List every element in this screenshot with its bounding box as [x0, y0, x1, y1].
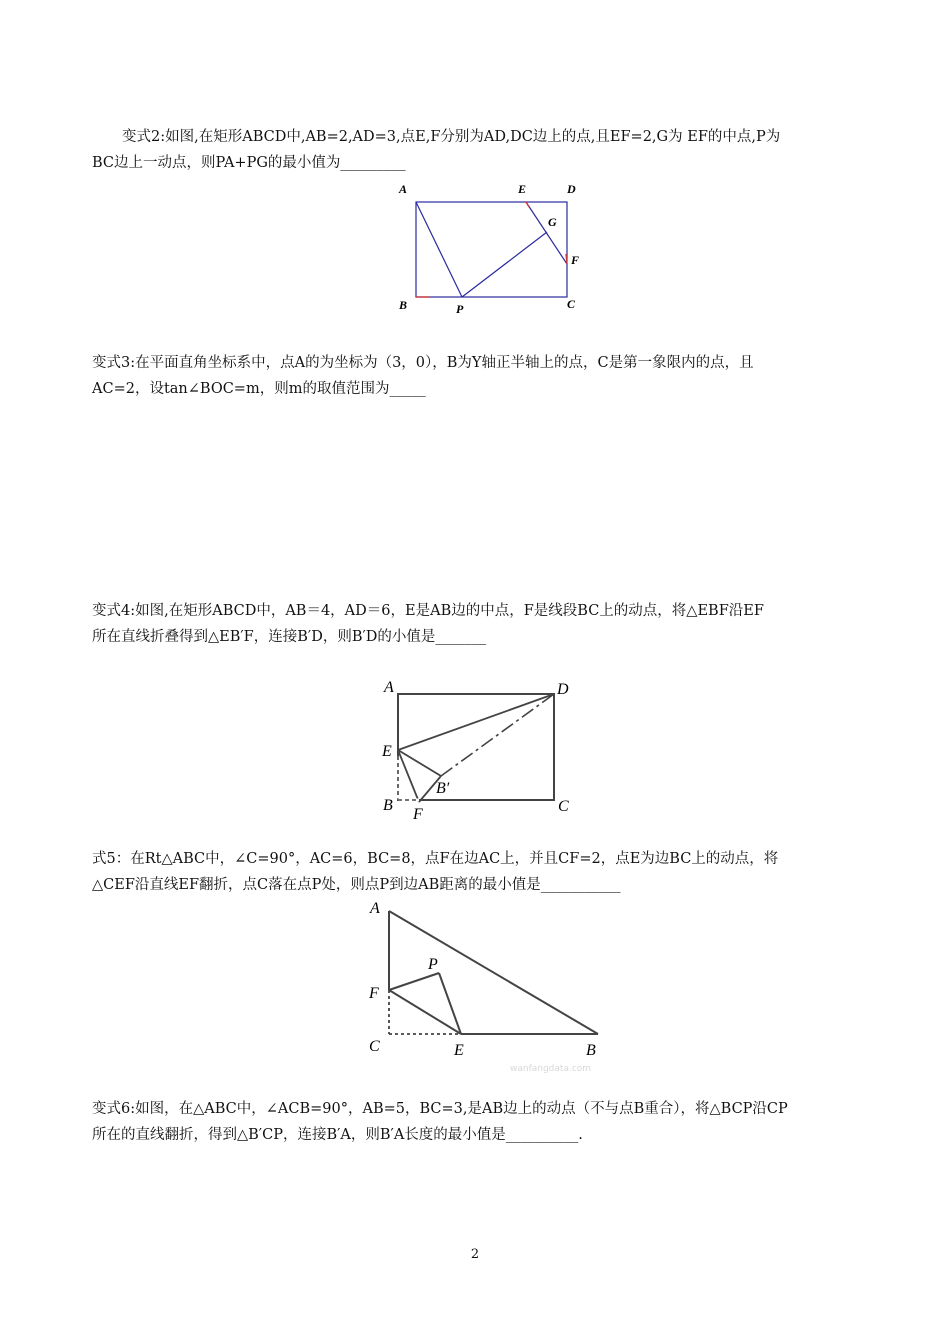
problem-6 — [92, 1096, 862, 1148]
problem-5-line1: 式5：在Rt△ABC中，∠C=90°，AC=6，BC=8，点F在边AC上，并且CF=2，点E为边BC上的动点，将 — [92, 851, 779, 867]
problem-4-line1: 变式4:如图,在矩形ABCD中，AB＝4，AD＝6，E是AB边的中点，F是线段BC上的动点，将△EBF沿EF — [92, 603, 764, 619]
problem-5 — [92, 846, 862, 898]
figure-fold-rectangle — [370, 672, 590, 824]
label-a: A — [399, 182, 408, 196]
problem-3-line2: AC=2，设tan∠BOC=m，则m的取值范围为_____ — [92, 381, 426, 397]
label-e: E — [454, 1042, 464, 1059]
label-c: C — [558, 798, 569, 815]
problem-3-line1: 变式3:在平面直角坐标系中，点A的为坐标为（3，0），B为Y轴正半轴上的点，C是第一象限内的点，且 — [92, 355, 754, 371]
label-a: A — [370, 900, 380, 917]
segment-ef — [526, 202, 567, 264]
problem-6-line2: 所在的直线翻折，得到△B′CP，连接B′A，则B′A长度的最小值是__________. — [92, 1127, 583, 1143]
problem-4-line2: 所在直线折叠得到△EB′F，连接B′D，则B′D的小值是_______ — [92, 629, 487, 645]
label-d: D — [557, 681, 569, 698]
label-c: C — [369, 1038, 380, 1055]
problem-2-line1: 变式2:如图,在矩形ABCD中,AB=2,AD=3,点E,F分别为AD,DC边上的点,且EF=2,G为 EF的中点,P为 — [122, 129, 781, 145]
segment-ef — [398, 750, 419, 802]
label-p: P — [428, 956, 438, 973]
label-e: E — [518, 182, 527, 196]
segment-ab — [389, 911, 598, 1034]
segment-pa — [416, 202, 462, 297]
rectangle-abcd — [398, 694, 554, 800]
label-b-prime: B′ — [436, 780, 450, 797]
segment-ed — [398, 694, 554, 750]
accent-f — [566, 254, 567, 264]
segment-fp — [389, 973, 439, 990]
label-b: B — [399, 298, 408, 312]
label-d: D — [567, 182, 576, 196]
problem-2-line2: BC边上一动点，则PA+PG的最小值为_________ — [92, 155, 406, 171]
figure-rectangle-abcd — [390, 176, 590, 322]
page-number: 2 — [470, 1247, 480, 1262]
watermark: wanfangdata.com — [510, 1064, 592, 1074]
label-a: A — [384, 679, 394, 696]
problem-4 — [92, 598, 862, 650]
problem-6-line1: 变式6:如图，在△ABC中，∠ACB=90°，AB=5，BC=3,是AB边上的动点（不与点B重合），将△BCP沿CP — [92, 1101, 788, 1117]
label-c: C — [567, 297, 576, 311]
label-f: F — [571, 253, 580, 267]
figure-right-triangle — [360, 895, 610, 1075]
label-g: G — [548, 215, 557, 229]
segment-ebp — [398, 750, 441, 776]
problem-3 — [92, 350, 862, 402]
segment-pg — [462, 232, 547, 297]
label-e: E — [382, 743, 392, 760]
segment-fe — [389, 990, 461, 1034]
problem-2 — [92, 124, 862, 176]
segment-bpd — [441, 694, 554, 776]
segment-pe — [439, 973, 461, 1034]
label-p: P — [456, 302, 464, 316]
label-f: F — [413, 806, 423, 823]
problem-5-line2: △CEF沿直线EF翻折，点C落在点P处，则点P到边AB距离的最小值是___________ — [92, 877, 621, 893]
label-f: F — [369, 985, 379, 1002]
label-b: B — [586, 1042, 596, 1059]
accent-e — [526, 202, 529, 207]
label-b: B — [383, 797, 393, 814]
